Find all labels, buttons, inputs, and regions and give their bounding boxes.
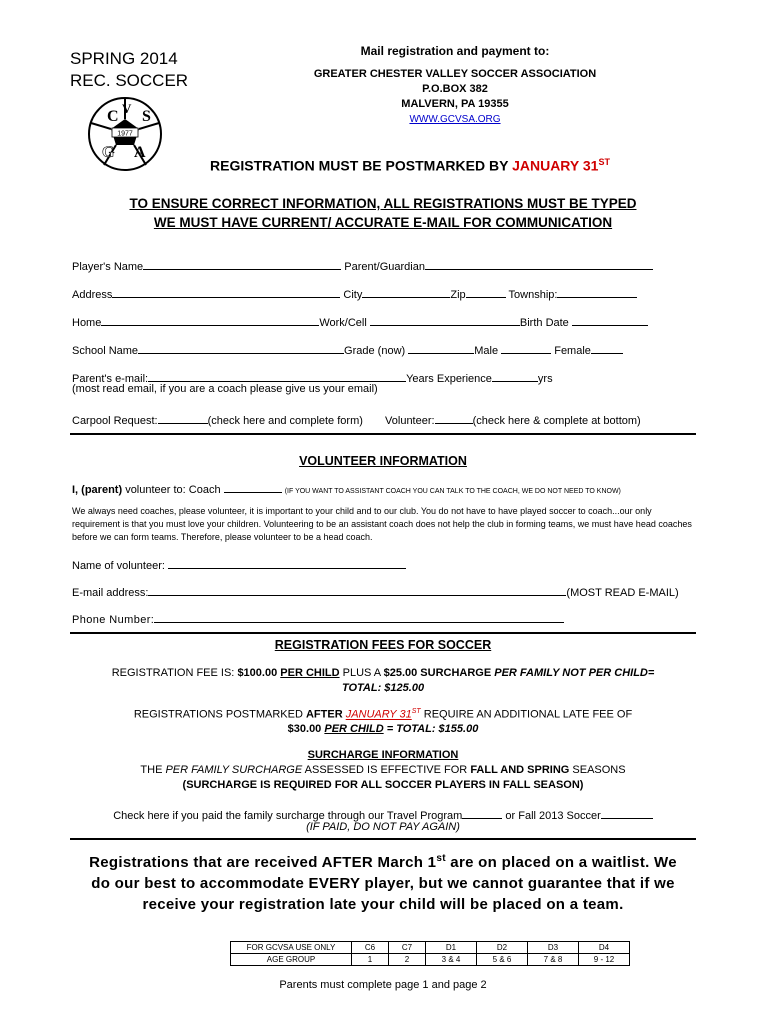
- zip-field[interactable]: [466, 285, 506, 298]
- season-title: SPRING 2014 REC. SOCCER: [70, 49, 189, 90]
- postmark-deadline: REGISTRATION MUST BE POSTMARKED BY JANUARY 31ST: [210, 157, 610, 174]
- form-row-name: Player's Name Parent/Guardian: [72, 257, 692, 273]
- divider: [70, 433, 696, 435]
- late-fee-line: REGISTRATIONS POSTMARKED AFTER JANUARY 31ST REQUIRE AN ADDITIONAL LATE FEE OF: [133, 708, 633, 721]
- fees-heading: REGISTRATION FEES FOR SOCCER: [274, 638, 492, 652]
- volunteer-checkbox[interactable]: [435, 411, 473, 424]
- mailing-address: [250, 67, 660, 127]
- volunteer-email-row: E-mail address: (MOST READ E-MAIL): [72, 583, 692, 599]
- female-field[interactable]: [591, 341, 623, 354]
- players-name-field[interactable]: [143, 257, 341, 270]
- volunteer-phone-field[interactable]: [154, 610, 564, 623]
- grade-field[interactable]: [408, 341, 474, 354]
- male-field[interactable]: [501, 341, 551, 354]
- fee-line: REGISTRATION FEE IS: $100.00 PER CHILD PLUS A $25.00 SURCHARGE PER FAMILY NOT PER CHILD=: [111, 667, 655, 679]
- township-field[interactable]: [557, 285, 637, 298]
- postmark-date: JANUARY 31: [512, 157, 599, 174]
- work-cell-field[interactable]: [370, 313, 520, 326]
- form-row-school: School Name Grade (now) Male Female: [72, 341, 692, 357]
- volunteer-name-row: Name of volunteer:: [72, 556, 692, 572]
- city-field[interactable]: [362, 285, 450, 298]
- birth-date-field[interactable]: [572, 313, 648, 326]
- form-row-address: Address City Zip Township:: [72, 285, 692, 301]
- divider: [70, 632, 696, 634]
- org-name: GREATER CHESTER VALLEY SOCCER ASSOCIATION: [313, 68, 597, 80]
- school-name-field[interactable]: [138, 341, 344, 354]
- logo-letter-g: G: [102, 144, 115, 161]
- logo-letter-c: C: [107, 108, 119, 125]
- email-notice: WE MUST HAVE CURRENT/ ACCURATE E-MAIL FOR COMMUNICATION: [153, 215, 613, 230]
- surcharge-heading: SURCHARGE INFORMATION: [307, 749, 459, 761]
- logo-year: 1977: [117, 130, 133, 138]
- surcharge-required: (SURCHARGE IS REQUIRED FOR ALL SOCCER PLAYERS IN FALL SEASON): [182, 779, 584, 791]
- mail-heading: Mail registration and payment to:: [360, 44, 550, 58]
- divider: [70, 838, 696, 840]
- volunteer-phone-row: Phone Number:: [72, 610, 692, 626]
- home-phone-field[interactable]: [101, 313, 319, 326]
- logo-letter-v: V: [122, 101, 132, 116]
- address-field[interactable]: [112, 285, 340, 298]
- carpool-checkbox[interactable]: [158, 411, 208, 424]
- parents-email-field[interactable]: [148, 369, 406, 382]
- volunteer-heading: VOLUNTEER INFORMATION: [299, 454, 467, 468]
- form-row-email: Parent's e-mail: Years Experience yrs: [72, 369, 692, 385]
- surcharge-line: THE PER FAMILY SURCHARGE ASSESSED IS EFFECTIVE FOR FALL AND SPRING SEASONS: [140, 764, 626, 776]
- fall-soccer-checkbox[interactable]: [601, 806, 653, 819]
- email-note: (most read email, if you are a coach please give us your email): [72, 383, 378, 395]
- logo-letter-s: S: [142, 108, 151, 125]
- po-box: P.O.BOX 382: [422, 83, 488, 95]
- age-group-table: [230, 941, 630, 966]
- form-row-carpool: Carpool Request: (check here and complete form) Volunteer: (check here & complete at bottom): [72, 411, 692, 427]
- travel-check-row: Check here if you paid the family surcharge through our Travel Program or Fall 2013 Soccer: [70, 806, 696, 822]
- coach-field[interactable]: [224, 480, 282, 493]
- late-fee-total: $30.00 PER CHILD = TOTAL: $155.00: [287, 723, 479, 735]
- typed-notice: TO ENSURE CORRECT INFORMATION, ALL REGISTRATIONS MUST BE TYPED: [129, 196, 637, 211]
- logo-letter-a: A: [134, 144, 146, 161]
- volunteer-name-field[interactable]: [168, 556, 406, 569]
- volunteer-email-field[interactable]: [148, 583, 566, 596]
- late-date: JANUARY 31: [345, 708, 412, 721]
- volunteer-paragraph: We always need coaches, please volunteer, it is important to your child and to our club. You do not have to have played soccer to coach...our only requirement is that you must love your children. Volunteering to be an assistant coach does not help the club in forming teams, we must have head coaches before we can form teams. Therefore, please volunteer to be a head coach.: [72, 506, 692, 542]
- volunteer-coach-row: I, (parent) volunteer to: Coach (IF YOU WANT TO ASSISTANT COACH YOU CAN TALK TO THE COACH, WE DO NOT NEED TO KNOW): [72, 480, 697, 496]
- parent-guardian-field[interactable]: [425, 257, 653, 270]
- city-line: MALVERN, PA 19355: [401, 98, 509, 110]
- table-row: FOR GCVSA USE ONLY C6 C7 D1 D2 D3 D4: [231, 942, 630, 954]
- website-link[interactable]: WWW.GCVSA.ORG: [409, 114, 501, 125]
- fee-total: TOTAL: $125.00: [341, 682, 425, 694]
- assistant-coach-note: (IF YOU WANT TO ASSISTANT COACH YOU CAN TALK TO THE COACH, WE DO NOT NEED TO KNOW): [284, 488, 621, 495]
- travel-program-checkbox[interactable]: [462, 806, 502, 819]
- if-paid-note: (IF PAID, DO NOT PAY AGAIN): [306, 821, 460, 833]
- table-row: AGE GROUP 1 2 3 & 4 5 & 6 7 & 8 9 - 12: [231, 954, 630, 966]
- years-experience-field[interactable]: [492, 369, 538, 382]
- footer-note: Parents must complete page 1 and page 2: [279, 979, 487, 991]
- form-row-phones: Home Work/Cell Birth Date: [72, 313, 692, 329]
- waitlist-notice: Registrations that are received AFTER March 1st are on placed on a waitlist. We do our best to accommodate EVERY player, but we cannot guarantee that if we receive your registration late your child will be placed on a team.: [89, 853, 677, 913]
